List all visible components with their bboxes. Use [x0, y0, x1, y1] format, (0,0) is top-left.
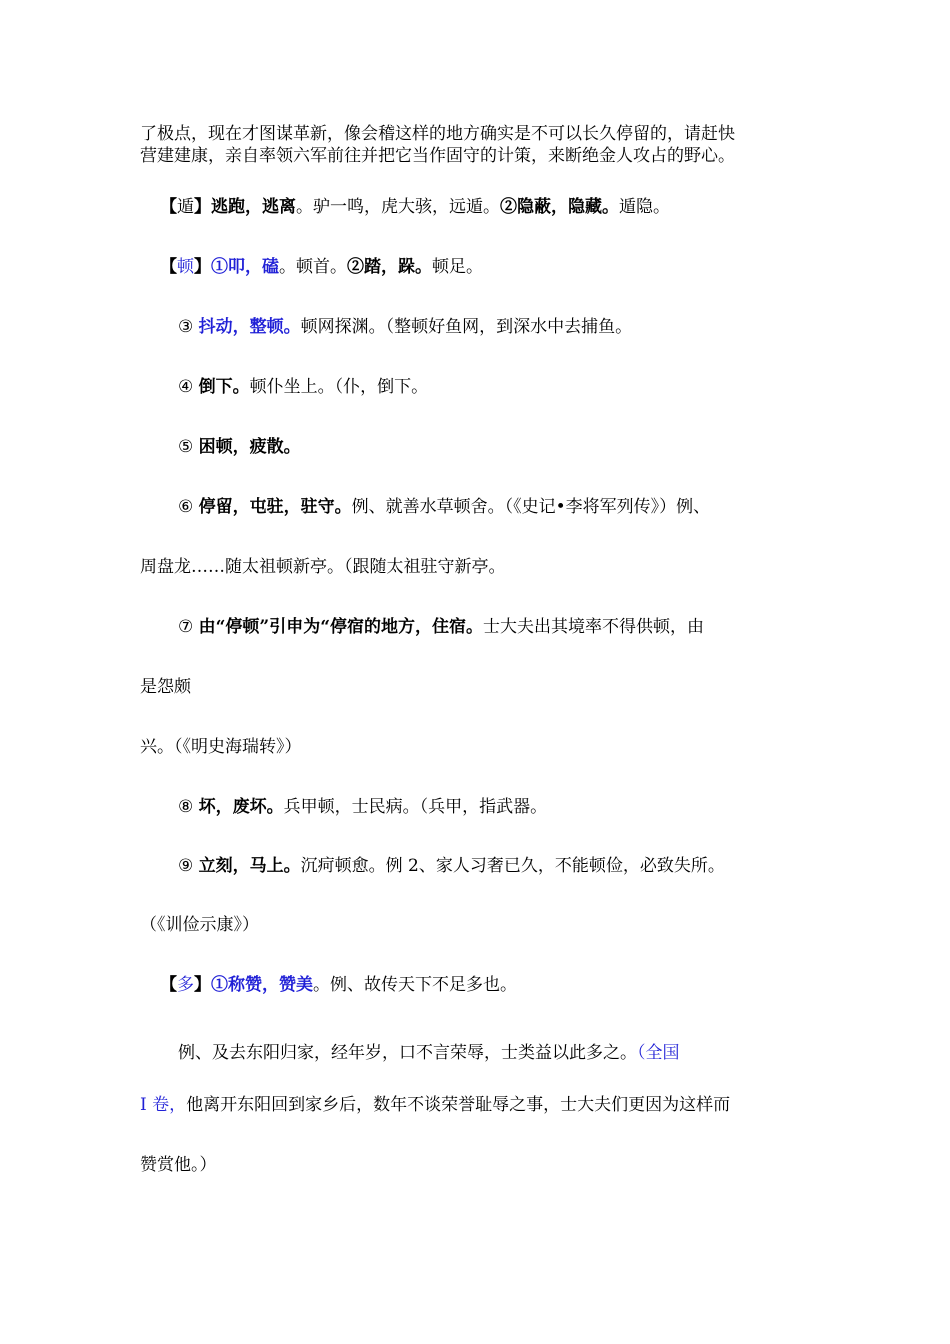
sense-6	[178, 496, 710, 518]
sense-3	[178, 316, 632, 338]
entry-duo	[160, 974, 517, 996]
bracket-close: 】	[194, 197, 211, 217]
definition: 由“停顿”引申为“停宿的地方，住宿。	[198, 617, 483, 637]
definition: 立刻，马上。	[198, 856, 301, 876]
sense-number: ⑥	[178, 497, 199, 517]
definition: 抖动，整顿。	[198, 317, 301, 337]
text-line: 了极点，现在才图谋革新，像会稽这样的地方确实是不可以长久停留的，请赶快	[140, 124, 735, 144]
sense-5	[178, 436, 301, 458]
example: 士大夫出其境率不得供顿，由	[483, 617, 704, 637]
example: 例、就善水草顿舍。（《史记•李将军列传》）例、	[351, 497, 711, 517]
definition: ②踏，跺。	[347, 257, 432, 277]
example: 遁隐。	[619, 197, 670, 217]
example-line	[140, 1094, 730, 1116]
definition: 倒下。	[198, 377, 250, 397]
definition: 困顿，疲散。	[198, 437, 301, 457]
bracket-open: 【	[160, 257, 177, 277]
definition: ②隐蔽，隐藏。	[500, 197, 619, 217]
text-line: 赞赏他。）	[140, 1155, 217, 1175]
definition: 逃跑，逃离	[211, 197, 296, 217]
sense-7	[178, 616, 704, 638]
example: 例、及去东阳归家，经年岁，口不言荣辱，士类益以此多之。	[178, 1043, 637, 1063]
text-line: （《训俭示康》）	[140, 915, 259, 935]
entry-dun	[160, 196, 670, 218]
sense-number: ⑨	[178, 856, 199, 876]
text-line: 兴。（《明史海瑞转》）	[140, 737, 302, 757]
text-line: 周盘龙……随太祖顿新亭。（跟随太祖驻守新亭。	[140, 557, 506, 577]
bracket-close: 】	[194, 257, 211, 277]
example: 顿仆坐上。（仆，倒下。	[249, 377, 429, 397]
bracket-close: 】	[194, 975, 211, 995]
example: 兵甲顿，士民病。（兵甲，指武器。	[283, 797, 548, 817]
sense-number: ⑦	[178, 617, 199, 637]
entry-dun-headword	[160, 256, 483, 278]
example: 他离开东阳回到家乡后，数年不谈荣誉耻辱之事，士大夫们更因为这样而	[186, 1095, 731, 1115]
text-line: 是怨颇	[140, 677, 191, 697]
source-note: （全国	[637, 1043, 680, 1063]
bracket-open: 【	[160, 975, 177, 995]
sense-number: ④	[178, 377, 199, 397]
example: 。驴一鸣，虎大骇，远遁。	[296, 197, 500, 217]
source-note: I 卷，	[140, 1095, 187, 1115]
sense-8	[178, 796, 547, 818]
sense-9	[178, 855, 725, 877]
example: 顿足。	[432, 257, 483, 277]
definition: ①称赞，赞美	[211, 975, 313, 995]
sense-number: ⑤	[178, 437, 199, 457]
bracket-open: 【	[160, 197, 177, 217]
definition: 停留，屯驻，驻守。	[198, 497, 352, 517]
headword: 遁	[177, 197, 194, 217]
example-line	[178, 1042, 680, 1064]
example: 沉疴顿愈。例 2、家人习奢已久，不能顿俭，必致失所。	[300, 856, 725, 876]
headword: 多	[177, 975, 194, 995]
sense-number: ⑧	[178, 797, 199, 817]
definition: ①叩，磕	[211, 257, 279, 277]
sense-number: ③	[178, 317, 199, 337]
sense-4	[178, 376, 428, 398]
example: 。顿首。	[279, 257, 347, 277]
example: 顿网探渊。（整顿好鱼网，到深水中去捕鱼。	[300, 317, 633, 337]
example: 。例、故传天下不足多也。	[313, 975, 517, 995]
headword: 顿	[177, 257, 194, 277]
definition: 坏，废坏。	[198, 797, 284, 817]
text-line: 营建建康，亲自率领六军前往并把它当作固守的计策，来断绝金人攻占的野心。	[140, 146, 735, 166]
